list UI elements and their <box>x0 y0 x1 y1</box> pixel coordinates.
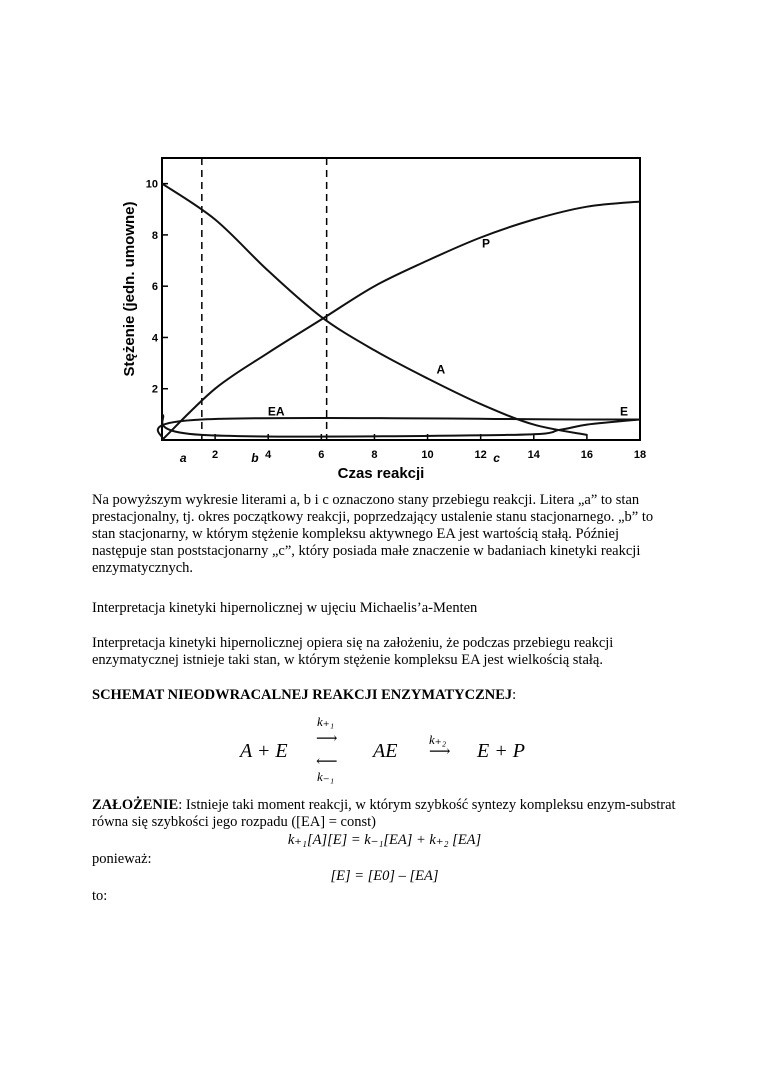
scheme-heading-colon: : <box>512 687 517 703</box>
plot-frame <box>162 158 640 440</box>
y-tick-label: 2 <box>151 383 158 396</box>
x-tick-label: 2 <box>212 449 219 461</box>
scheme-rate-backward: k₋₁ <box>317 769 335 784</box>
scheme-rate-k2: k₊₂ <box>429 732 447 747</box>
assumption-text: : Istnieje taki moment reakcji, w którym szybkość syntezy kompleksu enzym-substrat równa się szybkości jego rozpadu ([EA] = const) <box>92 797 676 830</box>
scheme-heading <box>92 687 516 704</box>
y-tick-label: 6 <box>151 281 158 294</box>
paragraph-states: Na powyższym wykresie literami a, b i c oznaczono stany przebiegu reakcji. Litera „a” to stan prestacjonalny, tj. okres początkowy reakcji, poprzedzający ustalenie stanu stacjonarnego. „b” to stan stacjonarny, w którym stężenie kompleksu aktywnego EA jest wartością stałą. Później następuje stan poststacjonarny „c”, który posiada małe znaczenie w badaniach kinetyki reakcji enzymatycznych. <box>92 492 654 576</box>
scheme-reactants: A + E <box>240 740 288 762</box>
series-label-e: E <box>620 404 629 419</box>
phase-label-a: a <box>179 451 187 465</box>
phase-label-b: b <box>251 451 259 465</box>
reaction-scheme <box>240 712 540 792</box>
scheme-complex: AE <box>373 740 398 762</box>
paragraph-interpretation: Interpretacja kinetyki hipernolicznej opiera się na założeniu, że podczas przebiegu reakcji enzymatycznej istnieje taki stan, w którym stężenie kompleksu EA jest wielkością stałą. <box>92 635 614 668</box>
equation-enzyme-balance: [E] = [E0] – [EA] <box>330 868 439 884</box>
arrow-left-icon: ⟵ <box>316 754 338 770</box>
x-tick-label: 12 <box>474 449 487 461</box>
x-tick-label: 16 <box>580 449 594 461</box>
y-axis-title: Stężenie (jedn. umowne) <box>121 201 138 377</box>
scheme-products: E + P <box>477 740 525 762</box>
arrow-right-k2-icon: ⟶ <box>429 744 451 760</box>
assumption-paragraph <box>92 797 677 831</box>
y-tick-label: 4 <box>151 332 158 345</box>
plot-area <box>121 158 646 480</box>
scheme-heading-text: SCHEMAT NIEODWRACALNEJ REAKCJI ENZYMATYCZNEJ <box>92 687 513 703</box>
x-tick-label: 8 <box>371 449 378 461</box>
therefore-label: to: <box>92 888 108 904</box>
series-label-ea: EA <box>267 404 285 419</box>
arrow-right-icon: ⟶ <box>316 731 338 747</box>
series-label-p: P <box>481 236 490 251</box>
reaction-kinetics-chart <box>110 150 650 480</box>
x-tick-label: 4 <box>265 449 272 461</box>
y-tick-label: 10 <box>145 178 158 191</box>
y-tick-label: 8 <box>151 229 158 242</box>
assumption-label: ZAŁOŻENIE <box>92 797 179 813</box>
equation-steady-state: k₊₁[A][E] = k₋₁[EA] + k₊₂ [EA] <box>287 832 482 848</box>
subtitle-interpretation: Interpretacja kinetyki hipernolicznej w ujęciu Michaelis’a-Menten <box>92 600 478 616</box>
x-tick-label: 14 <box>527 449 540 461</box>
because-label: ponieważ: <box>92 851 152 867</box>
scheme-rate-forward: k₊₁ <box>317 714 335 729</box>
x-tick-label: 6 <box>318 449 325 461</box>
series-label-a: A <box>436 362 446 377</box>
x-tick-label: 10 <box>421 449 434 461</box>
phase-label-c: c <box>493 451 500 465</box>
x-tick-label: 18 <box>633 449 647 461</box>
series-line-a <box>162 184 587 435</box>
x-axis-title: Czas reakcji <box>337 465 425 480</box>
